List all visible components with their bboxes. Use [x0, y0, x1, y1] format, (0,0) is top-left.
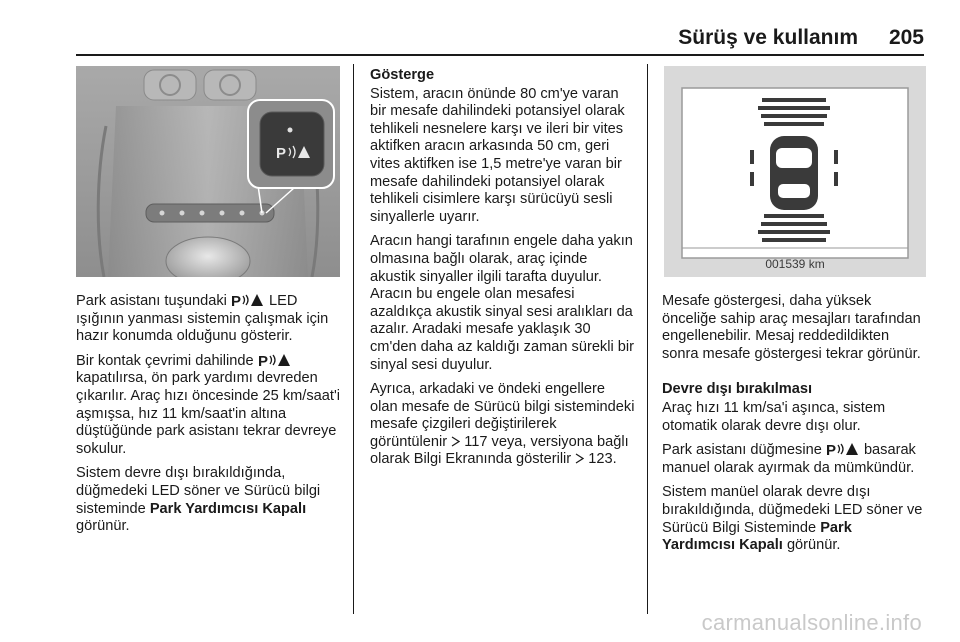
- paragraph: [76, 293, 341, 346]
- bold-text: Park Yardımcısı Kapalı: [662, 519, 852, 554]
- park-assist-button-illustration: [76, 66, 340, 277]
- paragraph: Araç hızı 11 km/sa'i aşınca, sistem otomatik olarak devre dışı olur.: [662, 399, 886, 434]
- header-rule: [76, 54, 924, 56]
- paragraph: Aracın hangi tarafının engele daha yakın olmasına bağlı olarak, araç içinde akustik sinyaller ilgili tarafta duyulur. Aracın bu engele olan mesafesi azaldıkça akustik sinyal sesi aralıkları da azalır. Aradaki mesafe yaklaşık 30 cm'den daha az kaldığı zaman sürekli bir sinyal sesi duyulur.: [370, 233, 634, 373]
- page-reference-link[interactable]: 123.: [588, 451, 617, 468]
- odometer-readout: 001539 km: [765, 257, 825, 271]
- column-divider-2: [647, 64, 648, 614]
- column-1: [76, 293, 341, 543]
- watermark: carmanualsonline.info: [701, 610, 922, 635]
- paragraph: [662, 484, 928, 554]
- svg-text:P: P: [257, 352, 268, 367]
- distance-display-illustration: [664, 66, 926, 277]
- svg-text:P: P: [230, 293, 241, 307]
- column-2: [370, 67, 635, 476]
- text-span: basarak manuel olarak ayırmak da mümkündür.: [662, 442, 916, 476]
- paragraph: [370, 381, 635, 469]
- text-span: veya, versiyona bağlı olarak Bilgi Ekranında gösterilir: [370, 433, 629, 468]
- text-span: Sistem devre dışı bırakıldığında, düğmedeki LED söner ve Sürücü bilgi sisteminde: [76, 465, 321, 517]
- paragraph: [76, 465, 341, 535]
- text-span: Park asistanı tuşundaki: [76, 293, 227, 309]
- text-span: Bir kontak çevrimi dahilinde: [76, 352, 254, 369]
- park-assist-symbol-icon: [258, 353, 292, 367]
- page-title: Sürüş ve kullanım: [678, 26, 858, 49]
- park-assist-symbol-icon: [231, 293, 265, 307]
- paragraph: [662, 442, 928, 477]
- page-reference-link[interactable]: 117: [464, 433, 488, 450]
- page-reference-icon: [451, 436, 460, 447]
- bold-text: Park Yardımcısı Kapalı: [149, 500, 307, 517]
- text-span: görünür.: [76, 518, 130, 535]
- distance-display-image: [664, 66, 926, 277]
- park-assist-button-image: [76, 66, 340, 277]
- paragraph: Sistem, aracın önünde 80 cm'ye varan bir mesafe dahilindeki potansiyel olarak tehlikeli nesnelere karşı ve ileri bir vites aktifken aracın arkasında 50 cm, geri vites aktifken ise 1,5 metre'ye varan bir mesafe dahilindeki potansiyel olarak tehlikeli cisimlere karşı sürücüyü sesli sinyallerle uyarır.: [370, 85, 625, 225]
- text-span: görünür.: [786, 537, 841, 554]
- column-divider-1: [353, 64, 354, 614]
- section-heading: Devre dışı bırakılması: [662, 381, 813, 398]
- text-span: Sistem manüel olarak devre dışı bırakıldığında, düğmedeki LED söner ve Sürücü Bilgi Sisteminde: [662, 484, 923, 536]
- column-3: [662, 293, 928, 562]
- park-button-label: P: [276, 145, 287, 162]
- car-icon: [770, 136, 818, 210]
- section-heading: Gösterge: [370, 67, 435, 83]
- text-span: Ayrıca, arkadaki ve öndeki engellere olan mesafe de Sürücü bilgi sistemindeki mesafe çizgileri değiştirilerek görüntülenir: [370, 381, 635, 450]
- svg-text:P: P: [825, 442, 836, 457]
- park-assist-symbol-icon: [826, 442, 860, 456]
- page-number: 205: [888, 26, 924, 49]
- text-span: Park asistanı düğmesine: [662, 442, 822, 459]
- paragraph: Mesafe göstergesi, daha yüksek önceliğe sahip araç mesajları tarafından engellenebilir. Mesaj reddedildikten sonra mesafe göstergesi tekrar görünür.: [662, 293, 921, 362]
- page-header: [0, 0, 960, 56]
- text-span: LED ışığının yanması sistemin çalışmak için hazır konumda olduğunu gösterir.: [76, 293, 329, 345]
- paragraph: [76, 353, 341, 459]
- page-reference-icon: [575, 453, 584, 464]
- text-span: kapatılırsa, ön park yardımı devreden çıkarılır. Araç hızı öncesinde 25 km/saat'i aşmışsa, hız 11 km/saat'in altına düştüğünde park asistanı tekrar devreye sokulur.: [76, 370, 340, 457]
